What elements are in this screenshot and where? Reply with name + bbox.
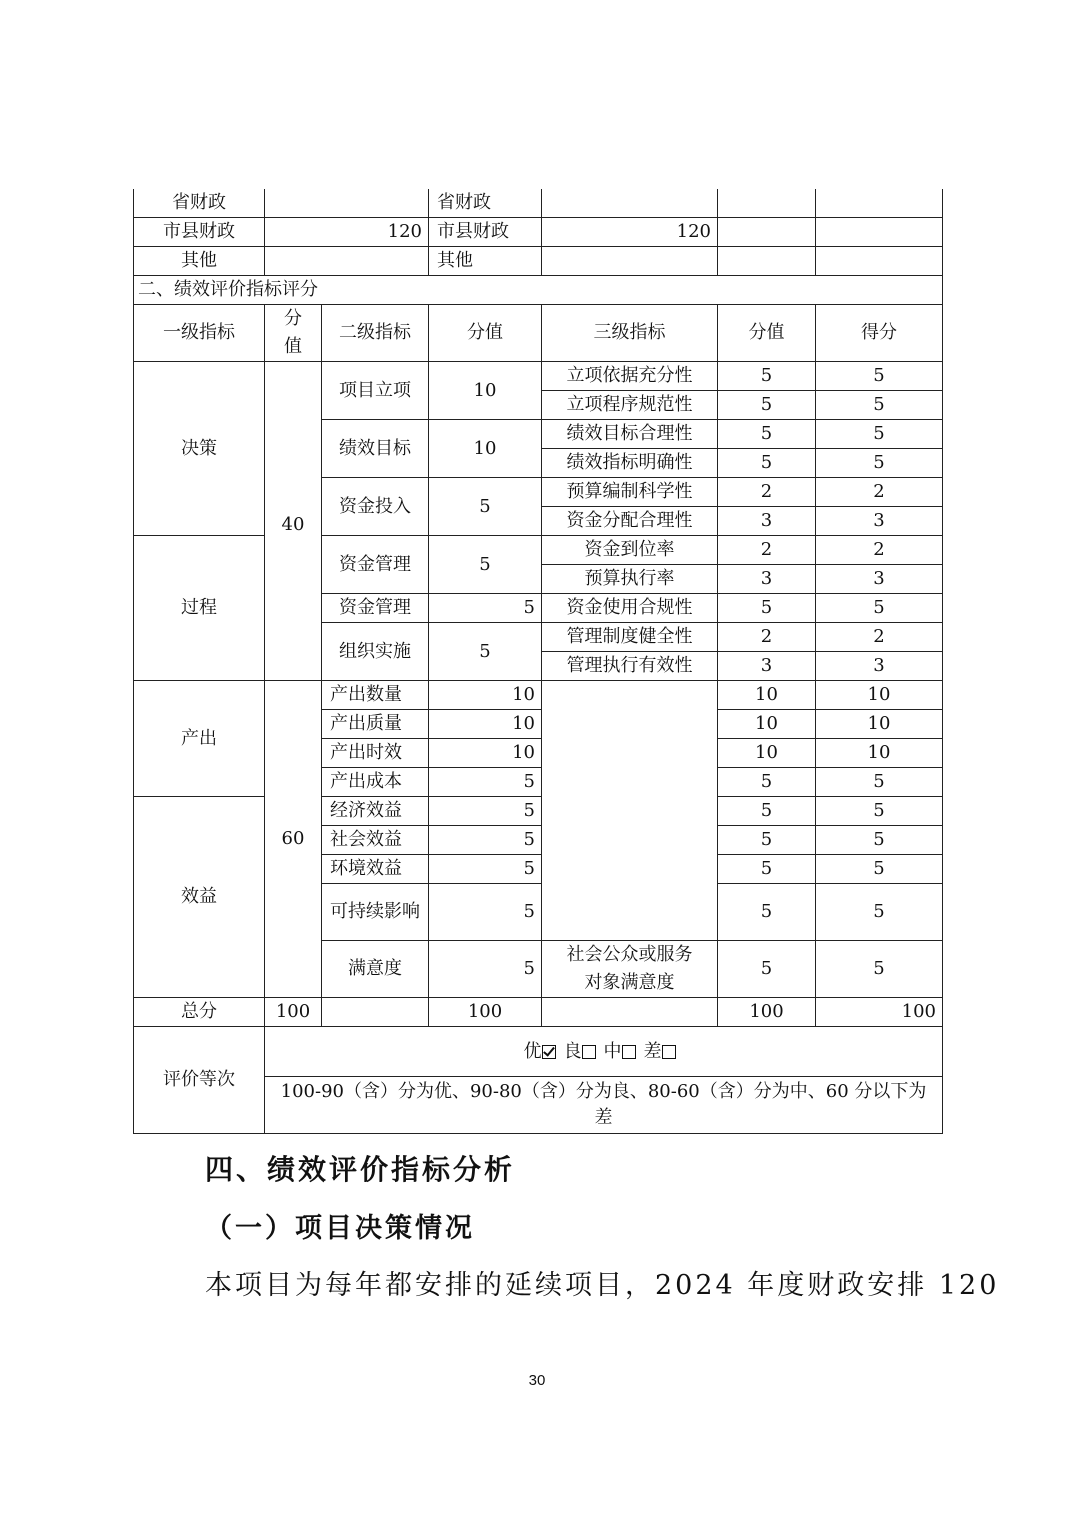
level2-cell: 环境效益	[322, 855, 429, 884]
level2-score: 5	[429, 478, 542, 536]
level2-score: 5	[429, 768, 542, 797]
result-score: 5	[816, 362, 943, 391]
result-score: 5	[816, 826, 943, 855]
result-score: 10	[816, 710, 943, 739]
level2-score: 10	[429, 710, 542, 739]
result-score: 5	[816, 941, 943, 998]
result-score: 3	[816, 652, 943, 681]
funding-empty	[816, 189, 943, 218]
funding-source: 市县财政	[429, 218, 542, 247]
level3-cell: 立项程序规范性	[542, 391, 718, 420]
result-score: 5	[816, 797, 943, 826]
funding-amount: 120	[542, 218, 718, 247]
total-row	[134, 998, 943, 1027]
level2-score: 5	[429, 826, 542, 855]
level2-cell: 可持续影响	[322, 884, 429, 941]
level2-score: 5	[429, 594, 542, 623]
grade-label: 评价等次	[134, 1027, 265, 1134]
total-score2: 100	[429, 998, 542, 1027]
level2-cell: 产出时效	[322, 739, 429, 768]
level3-cell: 社会公众或服务对象满意度	[542, 941, 718, 998]
level3-score: 3	[718, 652, 816, 681]
level3-score: 5	[718, 797, 816, 826]
level3-score: 3	[718, 565, 816, 594]
group-output: 产出	[134, 681, 265, 797]
level2-score: 10	[429, 362, 542, 420]
level2-cell: 产出质量	[322, 710, 429, 739]
level3-score: 5	[718, 391, 816, 420]
level3-score: 10	[718, 710, 816, 739]
level3-cell: 绩效指标明确性	[542, 449, 718, 478]
funding-amount	[542, 247, 718, 276]
level2-score: 5	[429, 941, 542, 998]
body-paragraph: 本项目为每年都安排的延续项目，2024 年度财政安排 120	[205, 1270, 1000, 1301]
level3-score: 5	[718, 420, 816, 449]
header-score3: 分值	[718, 305, 816, 362]
result-score: 5	[816, 884, 943, 941]
total-result: 100	[816, 998, 943, 1027]
funding-source: 其他	[134, 247, 265, 276]
level2-cell: 社会效益	[322, 826, 429, 855]
header-level3: 三级指标	[542, 305, 718, 362]
level3-cell: 资金分配合理性	[542, 507, 718, 536]
funding-source: 市县财政	[134, 218, 265, 247]
result-score: 3	[816, 565, 943, 594]
funding-amount: 120	[265, 218, 429, 247]
result-score: 10	[816, 739, 943, 768]
level2-cell: 产出数量	[322, 681, 429, 710]
level2-cell: 项目立项	[322, 362, 429, 420]
group-decision: 决策	[134, 362, 265, 536]
page-number: 30	[528, 1372, 546, 1389]
result-score: 5	[816, 594, 943, 623]
funding-row	[134, 247, 943, 276]
grade-options	[265, 1027, 943, 1077]
level2-cell: 资金管理	[322, 594, 429, 623]
grade-row	[134, 1027, 943, 1077]
result-score: 2	[816, 623, 943, 652]
level2-cell: 满意度	[322, 941, 429, 998]
level3-score: 3	[718, 507, 816, 536]
level2-score: 10	[429, 739, 542, 768]
level3-score: 10	[718, 681, 816, 710]
header-level2: 二级指标	[322, 305, 429, 362]
level3-score: 5	[718, 855, 816, 884]
level3-score: 5	[718, 362, 816, 391]
group-process: 过程	[134, 536, 265, 681]
level3-cell: 资金使用合规性	[542, 594, 718, 623]
level3-cell: 管理执行有效性	[542, 652, 718, 681]
level2-cell: 组织实施	[322, 623, 429, 681]
funding-empty	[816, 247, 943, 276]
funding-amount	[542, 189, 718, 218]
level2-score: 5	[429, 855, 542, 884]
group-score-60: 60	[265, 681, 322, 998]
section-title: 二、绩效评价指标评分	[134, 276, 943, 305]
grade-option-label: 良	[563, 1040, 582, 1062]
section-heading: 四、绩效评价指标分析	[205, 1153, 516, 1186]
level3-score: 5	[718, 884, 816, 941]
level2-cell: 资金投入	[322, 478, 429, 536]
funding-amount	[265, 247, 429, 276]
level3-score: 5	[718, 826, 816, 855]
level2-score: 10	[429, 681, 542, 710]
group-benefit: 效益	[134, 797, 265, 998]
funding-row	[134, 189, 943, 218]
funding-row	[134, 218, 943, 247]
funding-empty	[816, 218, 943, 247]
result-score: 5	[816, 855, 943, 884]
funding-source: 省财政	[429, 189, 542, 218]
header-row	[134, 305, 943, 362]
level2-score: 5	[429, 884, 542, 941]
level3-score: 5	[718, 594, 816, 623]
level3-score: 2	[718, 536, 816, 565]
level2-cell: 经济效益	[322, 797, 429, 826]
result-score: 5	[816, 768, 943, 797]
level2-cell: 资金管理	[322, 536, 429, 594]
grade-option-label: 中	[603, 1040, 622, 1062]
checkbox-icon	[582, 1045, 596, 1059]
level3-score: 5	[718, 941, 816, 998]
table-row	[134, 362, 943, 391]
result-score: 5	[816, 391, 943, 420]
checkbox-icon	[622, 1045, 636, 1059]
level3-score: 5	[718, 768, 816, 797]
total-score1: 100	[265, 998, 322, 1027]
grade-rule: 100-90（含）分为优、90-80（含）分为良、80-60（含）分为中、60 分以下为差	[265, 1077, 943, 1134]
level3-cell: 预算编制科学性	[542, 478, 718, 507]
funding-source: 省财政	[134, 189, 265, 218]
table-row	[134, 797, 943, 826]
header-score1: 分值	[265, 305, 322, 362]
funding-empty	[718, 247, 816, 276]
performance-table	[133, 189, 943, 1134]
level3-empty	[542, 681, 718, 941]
group-score-40: 40	[265, 362, 322, 681]
level3-score: 2	[718, 623, 816, 652]
level2-score: 5	[429, 623, 542, 681]
level3-cell: 管理制度健全性	[542, 623, 718, 652]
result-score: 2	[816, 536, 943, 565]
header-score2: 分值	[429, 305, 542, 362]
level2-score: 10	[429, 420, 542, 478]
level3-cell: 立项依据充分性	[542, 362, 718, 391]
level2-cell: 绩效目标	[322, 420, 429, 478]
level3-score: 5	[718, 449, 816, 478]
header-level1: 一级指标	[134, 305, 265, 362]
total-label: 总分	[134, 998, 265, 1027]
grade-option-label: 差	[643, 1040, 662, 1062]
funding-amount	[265, 189, 429, 218]
checked-box-icon	[542, 1045, 556, 1059]
header-result: 得分	[816, 305, 943, 362]
checkbox-icon	[662, 1045, 676, 1059]
funding-empty	[718, 218, 816, 247]
funding-empty	[718, 189, 816, 218]
result-score: 10	[816, 681, 943, 710]
level2-score: 5	[429, 797, 542, 826]
level3-score: 10	[718, 739, 816, 768]
funding-source: 其他	[429, 247, 542, 276]
total-score3: 100	[718, 998, 816, 1027]
total-empty	[542, 998, 718, 1027]
grade-option-label: 优	[523, 1040, 542, 1062]
level3-score: 2	[718, 478, 816, 507]
level2-score: 5	[429, 536, 542, 594]
result-score: 2	[816, 478, 943, 507]
level3-cell: 绩效目标合理性	[542, 420, 718, 449]
level3-cell: 资金到位率	[542, 536, 718, 565]
section-title-row	[134, 276, 943, 305]
level2-cell: 产出成本	[322, 768, 429, 797]
table-row	[134, 681, 943, 710]
subsection-heading: （一）项目决策情况	[205, 1213, 475, 1244]
level3-cell: 预算执行率	[542, 565, 718, 594]
table-row	[134, 536, 943, 565]
result-score: 5	[816, 449, 943, 478]
total-empty	[322, 998, 429, 1027]
result-score: 3	[816, 507, 943, 536]
result-score: 5	[816, 420, 943, 449]
